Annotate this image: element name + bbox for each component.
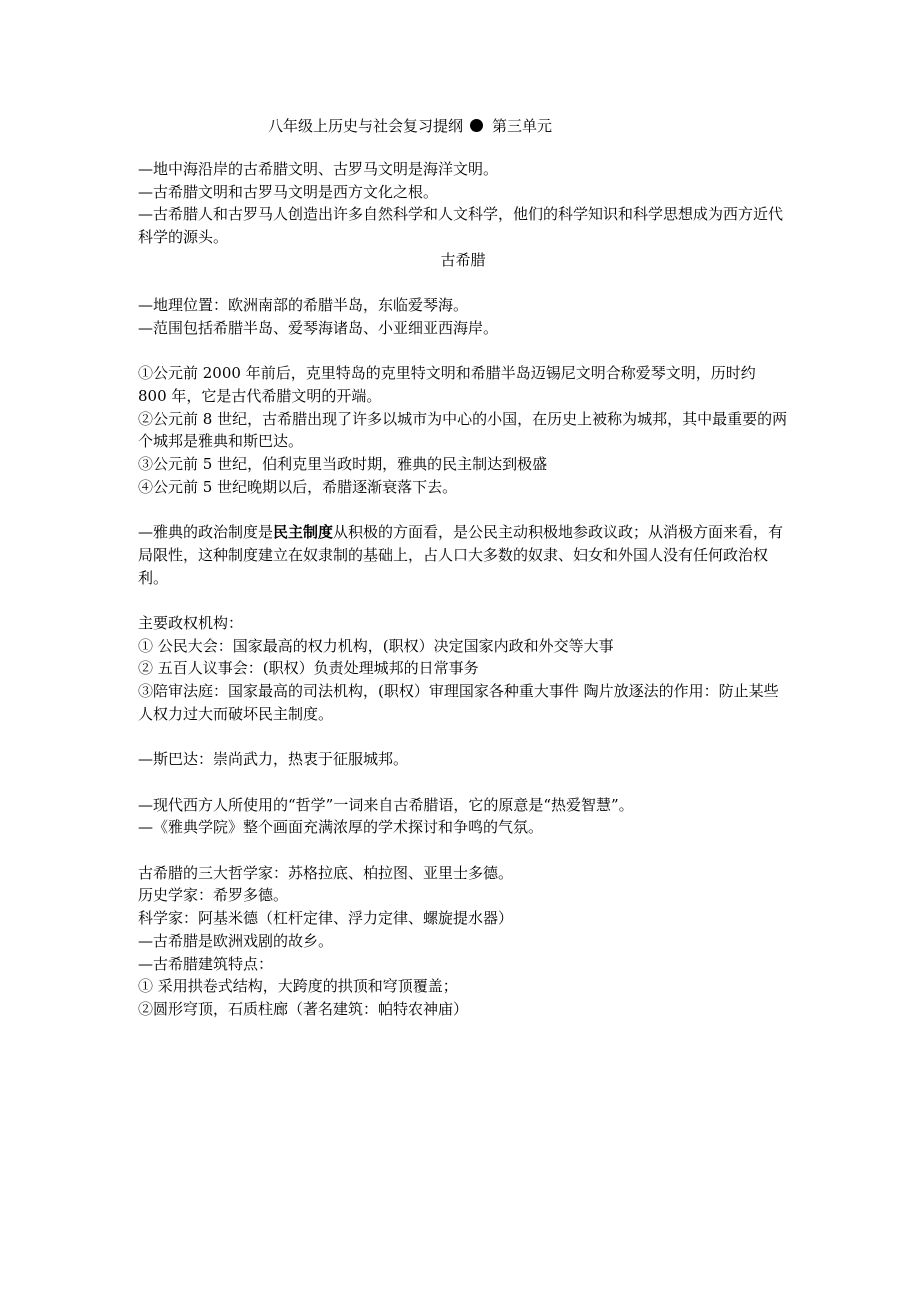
culture-line: 历史学家：希罗多德。 (138, 886, 289, 905)
institution-item: ② 五百人议事会：(职权）负责处理城邦的日常事务 (138, 659, 479, 678)
intro-line: —古希腊人和古罗马人创造出许多自然科学和人文科学，他们的科学知识和科学思想成为西方近代科学的源头。 (138, 205, 784, 247)
institution-item: ③陪审法庭：国家最高的司法机构，(职权）审理国家各种重大事件 陶片放逐法的作用：防止某些人权力过大而破坏民主制度。 (138, 682, 779, 723)
sparta-line: —斯巴达：崇尚武力，热衷于征服城邦。 (138, 750, 409, 769)
philosophy-line: —《雅典学院》整个画面充满浓厚的学术探讨和争鸣的气氛。 (138, 818, 544, 837)
intro-line: —古希腊文明和古罗马文明是西方文化之根。 (138, 182, 439, 201)
bullet-dot-icon (470, 119, 483, 132)
history-item: ④公元前 5 世纪晚期以后，希腊逐渐衰落下去。 (138, 477, 458, 496)
culture-line: —古希腊建筑特点： (138, 954, 274, 973)
democracy-paragraph (138, 521, 788, 589)
history-item: ②公元前 8 世纪，古希腊出现了许多以城市为中心的小国，在历史上被称为城邦，其中最重要的两个城邦是雅典和斯巴达。 (138, 409, 788, 451)
geography-line: —地理位置：欧洲南部的希腊半岛，东临爱琴海。 (138, 296, 469, 315)
culture-line: ① 采用拱卷式结构，大跨度的拱顶和穹顶覆盖； (138, 977, 458, 996)
democracy-prefix: —雅典的政治制度是 (138, 523, 274, 542)
intro-line: —地中海沿岸的古希腊文明、古罗马文明是海洋文明。 (138, 160, 499, 178)
institution-item: ① 公民大会：国家最高的权力机构，(职权）决定国家内政和外交等大事 (138, 636, 614, 655)
spacer (138, 589, 788, 612)
title-unit: 第三单元 (492, 117, 553, 135)
history-item: ③公元前 5 世纪，伯利克里当政时期，雅典的民主制达到极盛 (138, 455, 548, 474)
spacer (138, 272, 788, 295)
spacer (138, 726, 788, 749)
culture-line: 古希腊的三大哲学家：苏格拉底、柏拉图、亚里士多德。 (138, 863, 514, 882)
geography-line: —范围包括希腊半岛、爱琴海诸岛、小亚细亚西海岸。 (138, 318, 499, 337)
spacer (138, 839, 788, 862)
document-title (268, 115, 552, 136)
democracy-term: 民主制度 (273, 523, 334, 542)
spacer (138, 340, 788, 363)
democracy-text: 从积极的方面看，是公民主动积极地参政议政；从消极方面来看，有局限性，这种制度建立在奴隶制的基础上，占人口大多数的奴隶、妇女和外国人没有任何政治权利。 (138, 523, 784, 587)
title-text: 八年级上历史与社会复习提纲 (268, 117, 464, 135)
history-item: ①公元前 2000 年前后，克里特岛的克里特文明和希腊半岛迈锡尼文明合称爱琴文明，历时约 800 年，它是古代希腊文明的开端。 (138, 364, 756, 405)
culture-line: 科学家：阿基米德（杠杆定律、浮力定律、螺旋提水器） (138, 909, 514, 928)
spacer (138, 499, 788, 522)
culture-line: —古希腊是欧洲戏剧的故乡。 (138, 931, 334, 950)
culture-line: ②圆形穹顶，石质柱廊（著名建筑：帕特农神庙） (138, 999, 469, 1018)
section-heading: 古希腊 (440, 250, 486, 269)
institutions-heading: 主要政权机构： (138, 614, 244, 632)
philosophy-line: —现代西方人所使用的“哲学”一词来自古希腊语，它的原意是“热爱智慧”。 (138, 795, 634, 814)
document-body (138, 158, 788, 1021)
spacer (138, 771, 788, 794)
